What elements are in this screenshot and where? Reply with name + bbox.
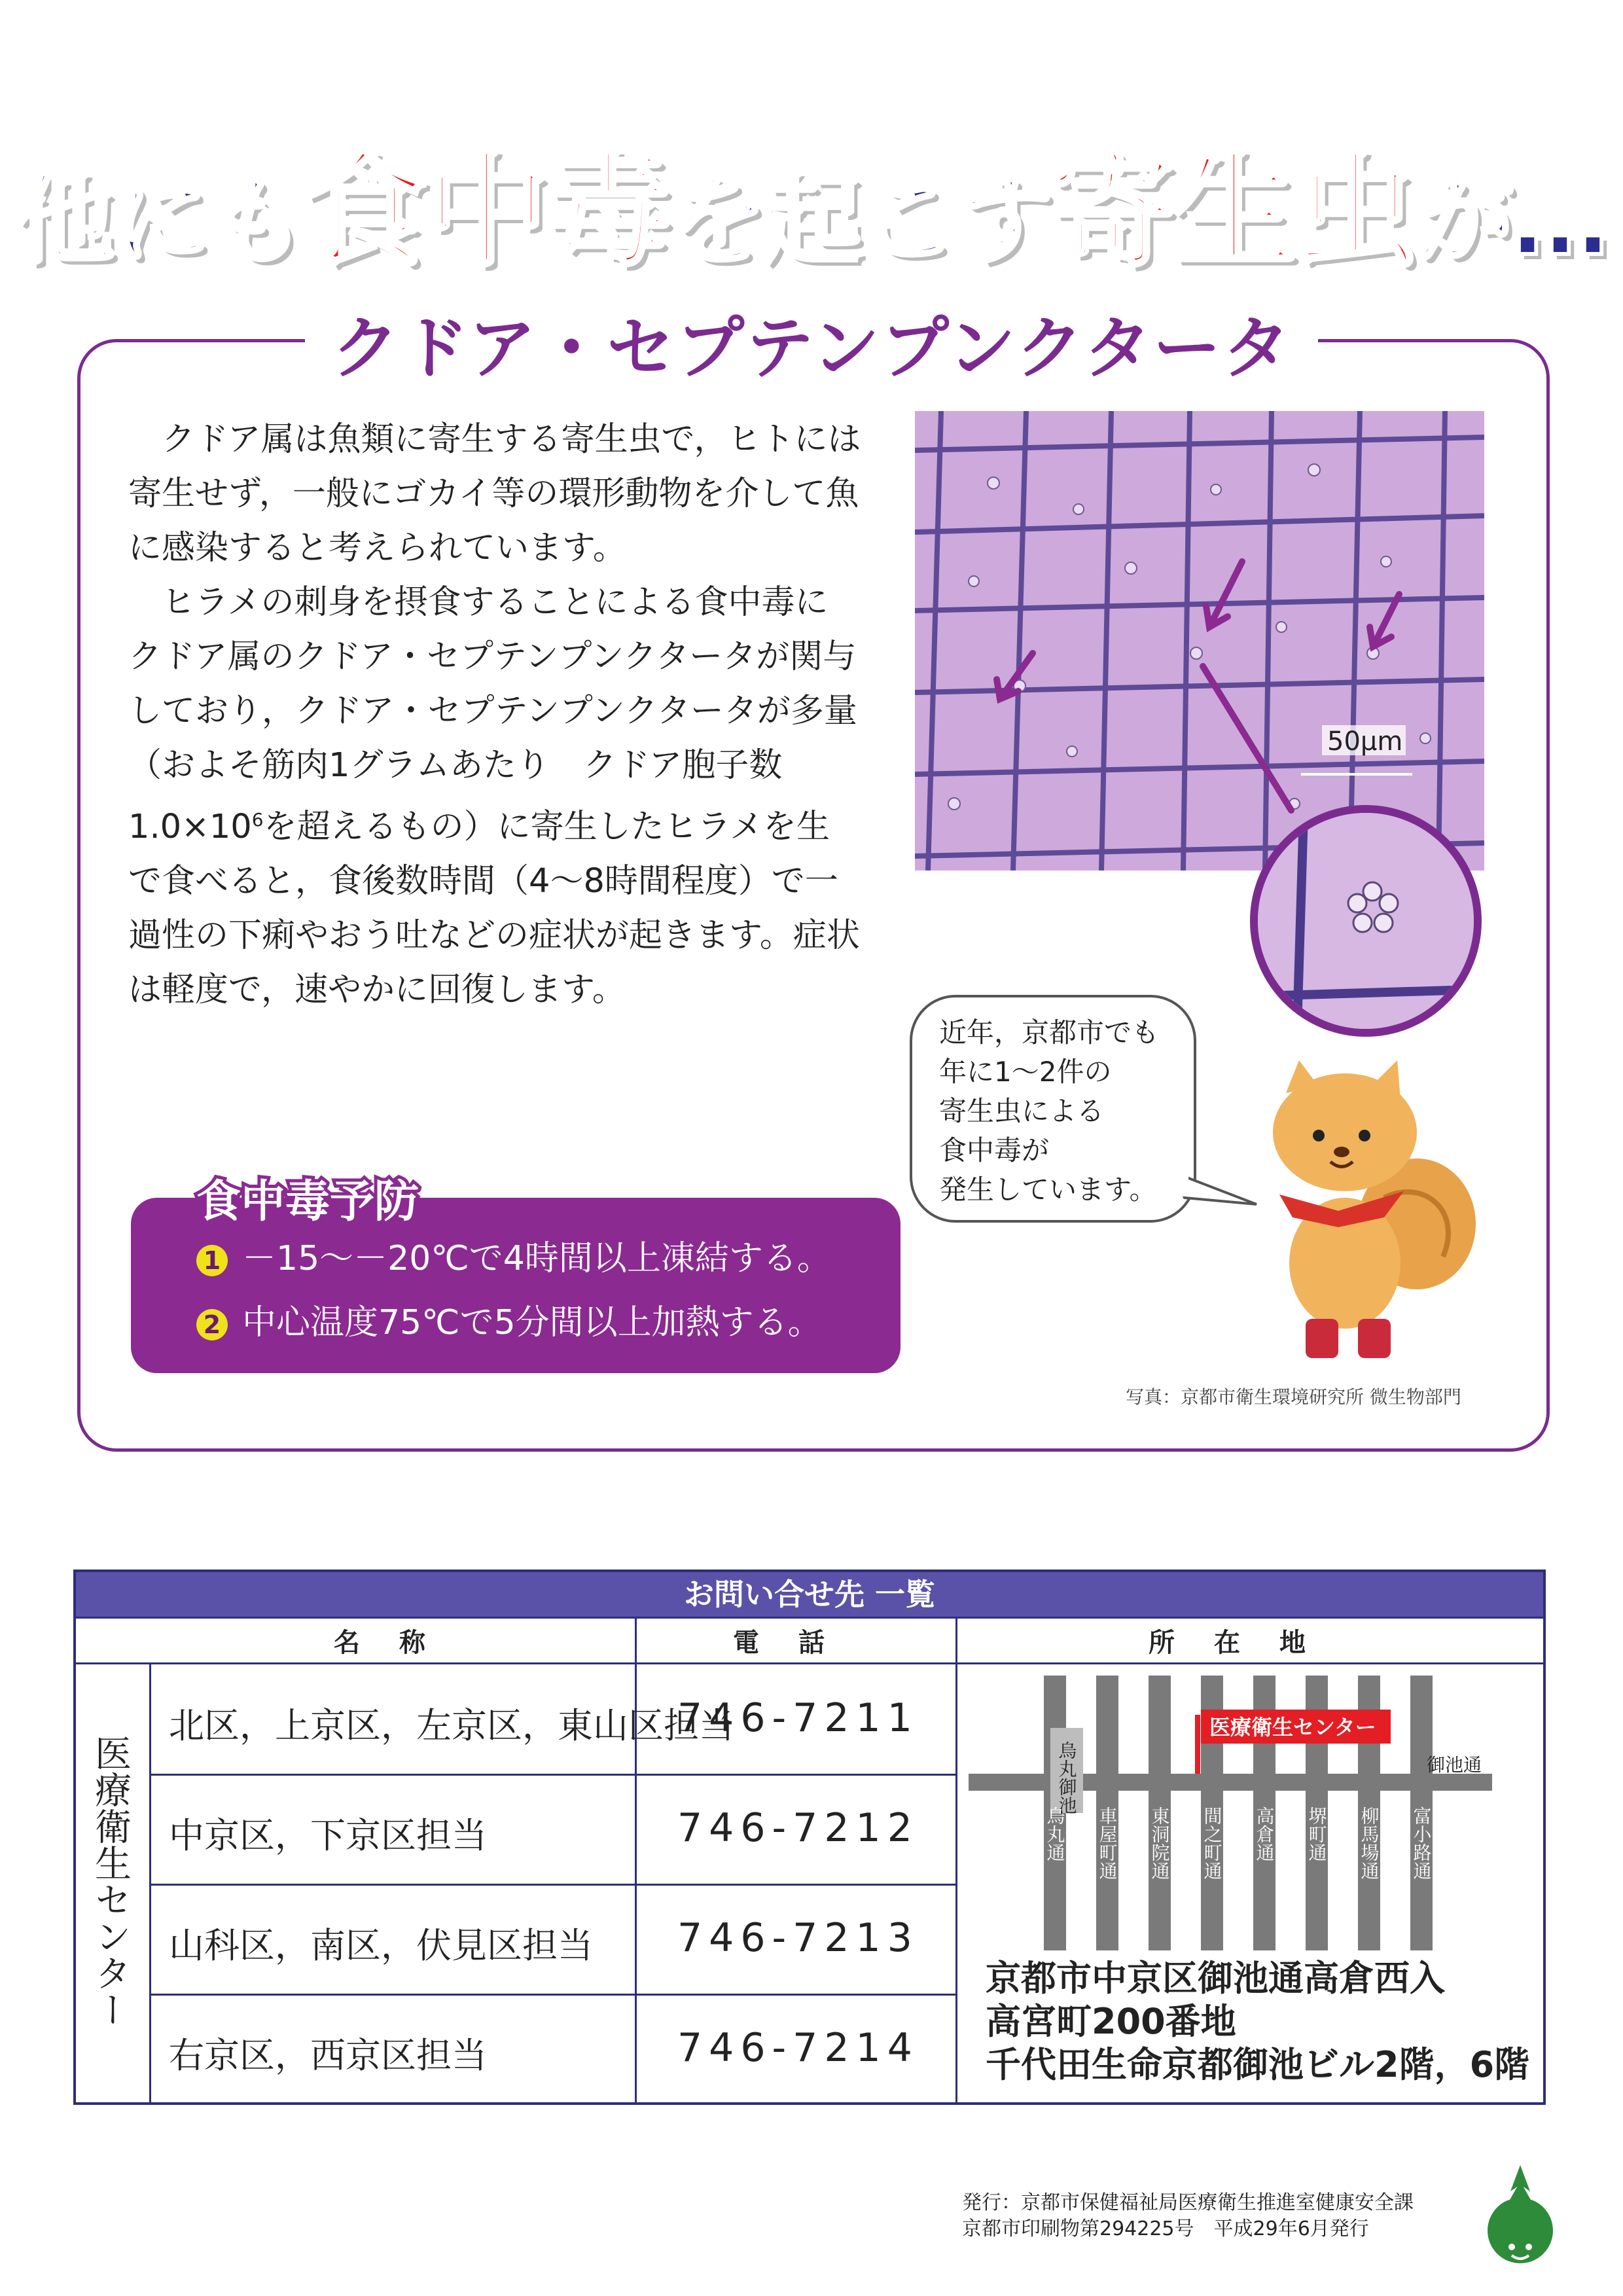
map-street-7: 富小路通 <box>1410 1806 1433 1880</box>
prevention-item-2 <box>196 1295 822 1344</box>
table-row-2-name: 中京区，下京区担当 <box>169 1815 487 1856</box>
headline <box>0 111 1623 290</box>
table-divider <box>635 1617 637 2102</box>
map-street-1: 車屋町通 <box>1096 1806 1118 1880</box>
scale-label: 50μm <box>1327 726 1403 757</box>
column-header-name: 名称 <box>334 1628 465 1658</box>
group-label-text: 医療衛生センター <box>89 1734 132 2028</box>
body-p2-sup: 6 <box>251 809 264 831</box>
do-you-kyoto-logo-icon <box>1484 2165 1556 2270</box>
address-line-1: 京都市中京区御池通高倉西入 <box>986 1958 1445 1999</box>
map-street-2: 東洞院通 <box>1149 1806 1171 1880</box>
bubble-line-5: 発生しています。 <box>939 1174 1157 1206</box>
table-divider <box>151 1774 957 1776</box>
table-row-4-phone[interactable]: 746-7214 <box>677 2025 919 2071</box>
microscope-photo <box>915 411 1484 870</box>
headline-part2: 食中毒 <box>302 139 668 283</box>
body-paragraph-2 <box>128 575 861 1017</box>
map-street-4: 高倉通 <box>1253 1806 1275 1861</box>
map-label-oike: 御池通 <box>1427 1754 1482 1776</box>
number-badge-1: 1 <box>196 1245 228 1276</box>
table-row-1-phone[interactable]: 746-7211 <box>677 1695 919 1741</box>
prevention-title: 食中毒予防 <box>196 1176 419 1228</box>
squirrel-mascot-icon <box>1253 1060 1476 1368</box>
bubble-line-4: 食中毒が <box>939 1134 1050 1166</box>
map-street-3: 間之町通 <box>1201 1806 1223 1880</box>
headline-part5: が… <box>1416 164 1607 278</box>
photo-credit: 写真：京都市衛生環境研究所 微生物部門 <box>1126 1386 1461 1408</box>
table-divider <box>76 1662 1543 1664</box>
prevention-item-1 <box>196 1230 831 1280</box>
address-block <box>986 1957 1529 2087</box>
zoomed-spore-image <box>1258 813 1474 1029</box>
address-line-3: 千代田生命京都御池ビル2階，6階 <box>986 2044 1530 2085</box>
headline-part4: 寄生虫 <box>1050 139 1416 283</box>
table-divider <box>955 1617 957 2102</box>
map-street-0: 烏丸通 <box>1044 1806 1066 1861</box>
table-divider <box>151 1884 957 1886</box>
headline-part3: を起こす <box>668 164 1050 278</box>
column-header-address: 所在地 <box>1149 1628 1345 1658</box>
location-map <box>969 1676 1505 1950</box>
address-line-2: 高宮町200番地 <box>986 2001 1236 2042</box>
map-label-karasuma-oike: 烏丸御池 <box>1056 1741 1078 1814</box>
table-divider <box>76 1617 1543 1619</box>
subtitle <box>0 293 1623 391</box>
footer-print-number: 京都市印刷物第294225号 平成29年6月発行 <box>962 2217 1369 2240</box>
table-divider <box>151 1994 957 1996</box>
column-header-phone: 電話 <box>733 1628 864 1658</box>
prevention-item-1-text: －15～－20℃で4時間以上凍結する。 <box>242 1239 831 1278</box>
body-p2-b: を超えるもの）に寄生したヒラメを生で食べると，食後数時間（4～8時間程度）で一過性の下痢やおう吐などの症状が起きます。症状は軽度で，速やかに回復します。 <box>128 808 860 1009</box>
footer-publisher: 発行：京都市保健福祉局医療衛生推進室健康安全課 <box>962 2191 1414 2214</box>
bubble-line-1: 近年，京都市でも <box>939 1016 1160 1049</box>
table-row-1-name: 北区，上京区，左京区，東山区担当 <box>169 1705 734 1746</box>
prevention-item-2-text: 中心温度75℃で5分間以上加熱する。 <box>242 1303 822 1342</box>
table-title: お問い合せ先 一覧 <box>76 1572 1543 1617</box>
map-street-6: 柳馬場通 <box>1358 1806 1380 1880</box>
map-street-5: 堺町通 <box>1306 1806 1328 1861</box>
body-text <box>128 412 861 1017</box>
table-row-3-phone[interactable]: 746-7213 <box>677 1915 919 1961</box>
number-badge-2: 2 <box>196 1309 228 1340</box>
table-divider <box>149 1662 151 2102</box>
bubble-line-2: 年に1～2件の <box>939 1056 1112 1088</box>
zoom-inset <box>1250 805 1482 1037</box>
bubble-line-3: 寄生虫による <box>939 1095 1105 1127</box>
map-label-center: 医療衛生センター <box>1209 1715 1376 1740</box>
headline-part1: 他にも <box>16 164 303 278</box>
table-row-2-phone[interactable]: 746-7212 <box>677 1805 919 1851</box>
table-row-3-name: 山科区，南区，伏見区担当 <box>169 1925 593 1966</box>
body-paragraph-1: クドア属は魚類に寄生する寄生虫で，ヒトには寄生せず，一般にゴカイ等の環形動物を介して魚に感染すると考えられています。 <box>128 420 861 567</box>
body-p2-a: ヒラメの刺身を摂食することによる食中毒にクドア属のクドア・セプテンプンクタータが関与しており，クドア・セプテンプンクタータが多量（およそ筋肉1グラムあたり クドア胞子数1.0×10 <box>128 583 857 846</box>
microscope-grid-image <box>915 411 1484 870</box>
table-row-4-name: 右京区，西京区担当 <box>169 2035 487 2076</box>
subtitle-text: クドア・セプテンプンクタータ <box>305 293 1317 391</box>
bubble-text <box>939 1013 1201 1210</box>
group-label-vertical <box>84 1734 136 2028</box>
